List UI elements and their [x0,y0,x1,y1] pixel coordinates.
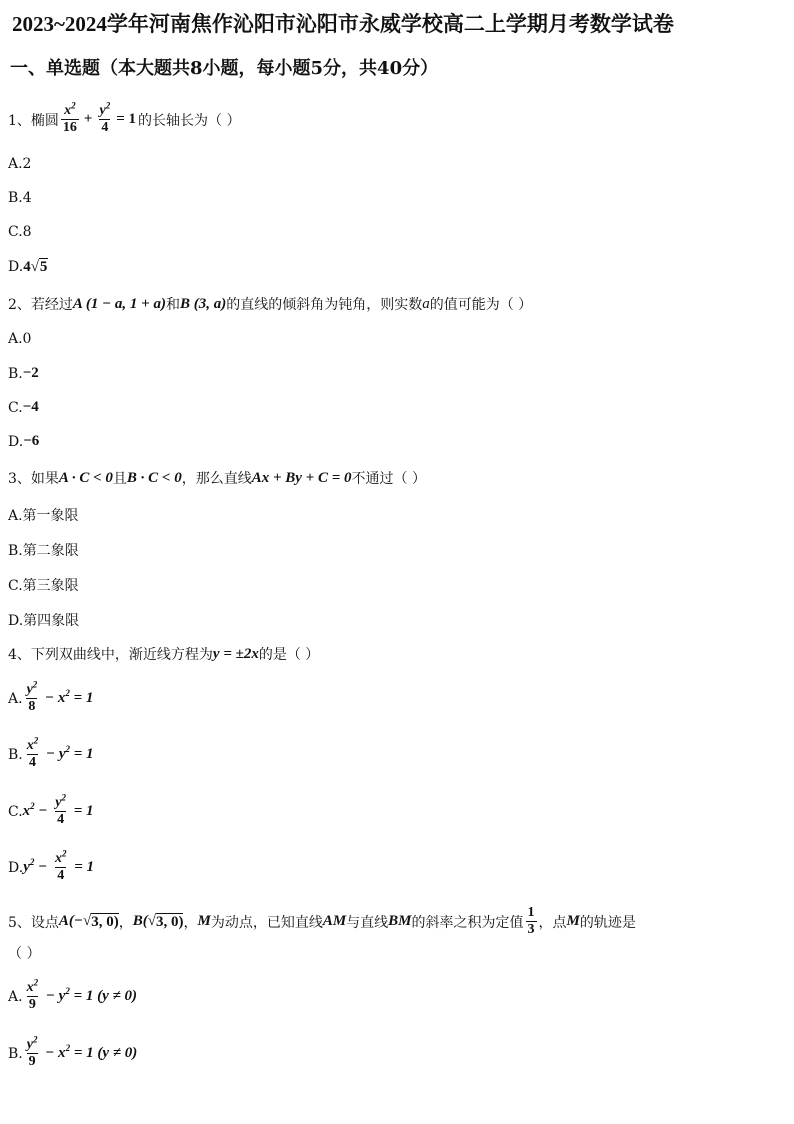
q3-option-c: C.第三象限 [8,578,79,594]
q4-option-d: D. $y^2$ − $\frac{x^2}{4}$ = 1 [8,848,95,883]
q2-point-b: B (3, a) [179,295,227,312]
q2-option-d: D. −6 [8,433,40,450]
q1-option-a: A.2 [8,156,32,172]
q2-option-b: B. −2 [8,365,39,382]
q2-option-c: C. −4 [8,399,39,416]
exam-title: 2023~2024学年河南焦作沁阳市沁阳市永威学校高二上学期月考数学试卷 [12,12,674,36]
question-4: 4、下列双曲线中，渐近线方程为 y = ±2x 的是（ ） [8,645,320,663]
q2-point-a: A (1 − a, 1 + a) [72,295,166,312]
q1-option-b: B.4 [8,190,32,206]
q4-option-c: C. $x^2$ − $\frac{y^2}{4}$ = 1 [8,792,94,827]
question-3: 3、如果 A · C < 0 且 B · C < 0 ，那么直线 Ax + By + C = 0 不通过（ ） [8,469,426,487]
q3-option-d: D.第四象限 [8,613,80,629]
q1-prefix: 1、椭圆 [8,112,59,129]
q1-frac-x: $\frac{x^2}{16}$ [62,100,77,135]
question-2: 2、若经过 A (1 − a, 1 + a) 和 B (3, a) 的直线的倾斜角为钝角，则实数 a 的值可能为（ ） [8,295,533,313]
q1-equals: = 1 [116,111,137,127]
q3-option-b: B.第二象限 [8,543,79,559]
q1-frac-y: $\frac{y^2}{4}$ [99,100,111,135]
q1-suffix: 的长轴长为（ ） [138,112,241,129]
q4-option-b: B. $\frac{x^2}{4}$ − $y^2 = 1$ [8,735,94,770]
q1-option-d: D. 4 √ 5 [8,258,48,275]
q2-option-a: A.0 [8,331,32,347]
q1-plus: + [83,111,93,127]
q3-option-a: A.第一象限 [8,508,79,524]
q1-option-c: C.8 [8,224,32,240]
question-1 [8,100,241,136]
sqrt-symbol: √ 5 [30,259,48,275]
q5-option-b: B. $\frac{y^2}{9}$ − $x^2 = 1$ (y ≠ 0) [8,1034,138,1069]
q5-paren: （ ） [8,946,41,962]
section-heading: 一、单选题（本大题共8小题，每小题5分，共40分） [10,58,439,79]
q5-option-a: A. $\frac{x^2}{9}$ − $y^2 = 1$ (y ≠ 0) [8,977,138,1012]
question-5: 5、设点 A(− √ 3, 0) ， B( √ 3, 0) ， M 为动点，已知直线 AM 与直线 BM 的斜率之积为定值 $\frac{1}{3}$ ，点 M 的轨迹是 [8,905,636,937]
q4-option-a: A. $\frac{y^2}{8}$ − $x^2 = 1$ [8,679,94,714]
